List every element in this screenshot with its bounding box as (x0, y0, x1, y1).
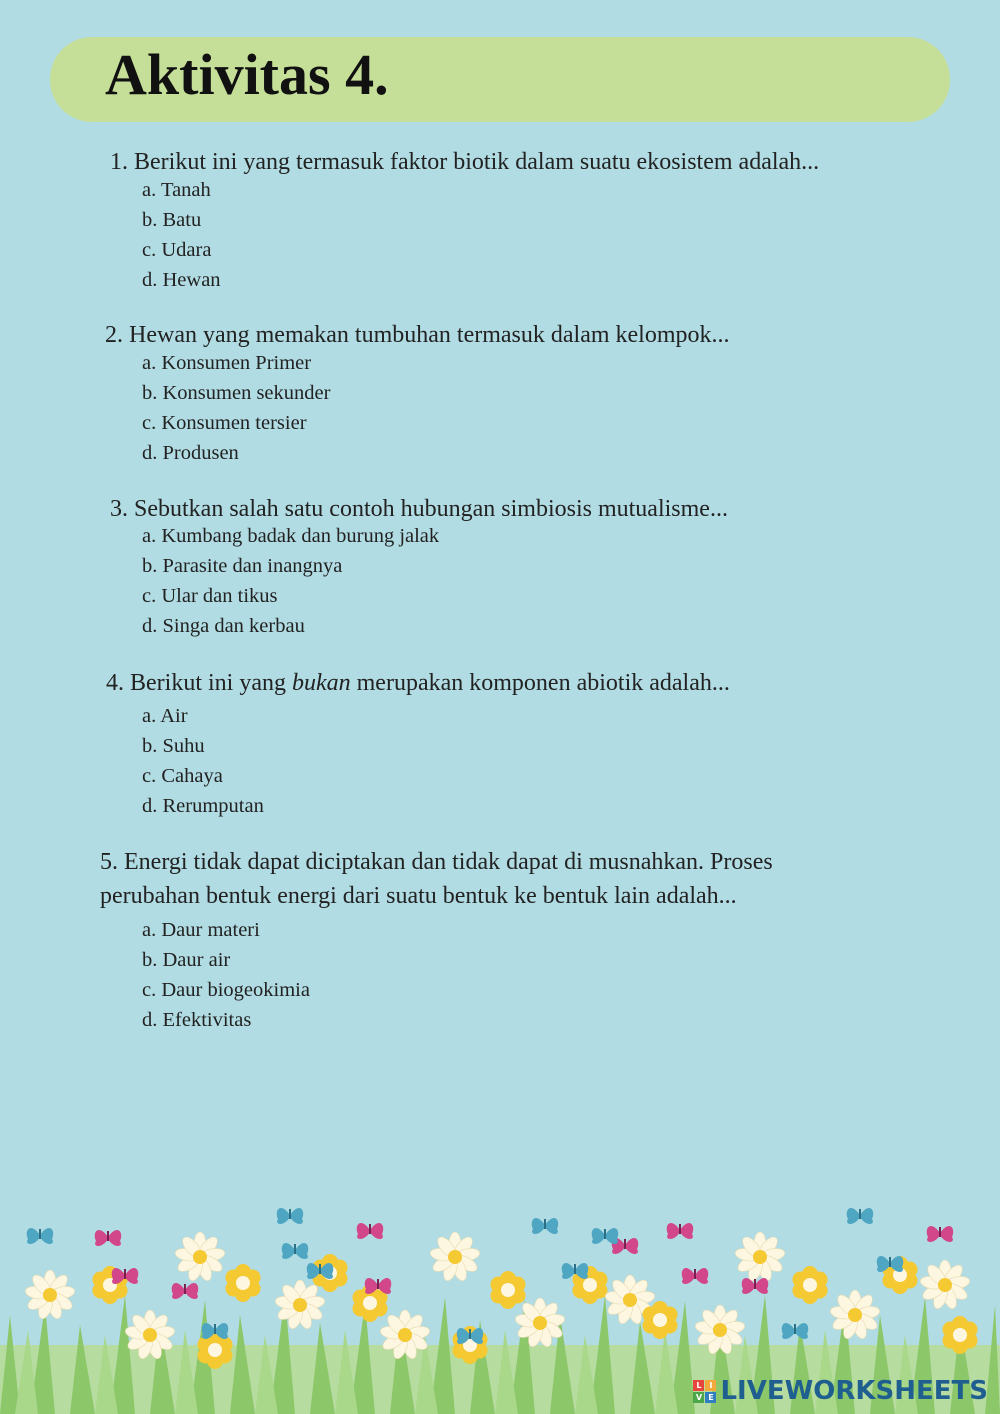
question-1-option-a[interactable]: a. Tanah (142, 179, 211, 201)
question-1-option-c[interactable]: c. Udara (142, 239, 212, 261)
question-4-option-b[interactable]: b. Suhu (142, 735, 205, 757)
logo-text: LIVEWORKSHEETS (720, 1376, 988, 1406)
question-4-text-start: 4. Berikut ini yang (106, 670, 292, 696)
page-title: Aktivitas 4. (105, 42, 389, 107)
logo-block-l: L (693, 1380, 704, 1391)
title-banner (50, 37, 950, 122)
question-4-option-a[interactable]: a. Air (142, 705, 188, 727)
question-3-text: 3. Sebutkan salah satu contoh hubungan simbiosis mutualisme... (110, 496, 728, 522)
question-3-option-a[interactable]: a. Kumbang badak dan burung jalak (142, 525, 440, 547)
logo-block-e: E (705, 1392, 716, 1403)
question-3-option-c[interactable]: c. Ular dan tikus (142, 585, 278, 607)
question-5-text-line-1: 5. Energi tidak dapat diciptakan dan tidak dapat di musnahkan. Proses (100, 849, 773, 875)
logo-block-i: I (705, 1380, 716, 1391)
question-4-text-end: merupakan komponen abiotik adalah... (350, 670, 730, 696)
question-4-text (106, 666, 730, 700)
logo-block-v: V (693, 1392, 704, 1403)
question-5-option-b[interactable]: b. Daur air (142, 949, 231, 971)
question-3-option-d[interactable]: d. Singa dan kerbau (142, 615, 305, 637)
question-4-option-d[interactable]: d. Rerumputan (142, 795, 264, 817)
liveworksheets-logo (693, 1376, 988, 1406)
question-5-option-a[interactable]: a. Daur materi (142, 919, 260, 941)
question-4-text-emphasis: bukan (291, 670, 351, 696)
question-2-option-a[interactable]: a. Konsumen Primer (142, 352, 312, 374)
question-1-option-b[interactable]: b. Batu (142, 209, 202, 231)
question-5-option-d[interactable]: d. Efektivitas (142, 1009, 252, 1031)
question-2-option-c[interactable]: c. Konsumen tersier (142, 412, 307, 434)
question-1-text: 1. Berikut ini yang termasuk faktor biotik dalam suatu ekosistem adalah... (110, 149, 820, 175)
question-1-option-d[interactable]: d. Hewan (142, 269, 221, 291)
question-2-option-b[interactable]: b. Konsumen sekunder (142, 382, 331, 404)
question-2-option-d[interactable]: d. Produsen (142, 442, 239, 464)
question-2-text: 2. Hewan yang memakan tumbuhan termasuk dalam kelompok... (105, 322, 730, 348)
question-5-option-c[interactable]: c. Daur biogeokimia (142, 979, 310, 1001)
logo-blocks-icon (693, 1380, 716, 1403)
question-5-text-line-2: perubahan bentuk energi dari suatu bentuk ke bentuk lain adalah... (100, 883, 737, 909)
question-4-option-c[interactable]: c. Cahaya (142, 765, 223, 787)
question-3-option-b[interactable]: b. Parasite dan inangnya (142, 555, 343, 577)
